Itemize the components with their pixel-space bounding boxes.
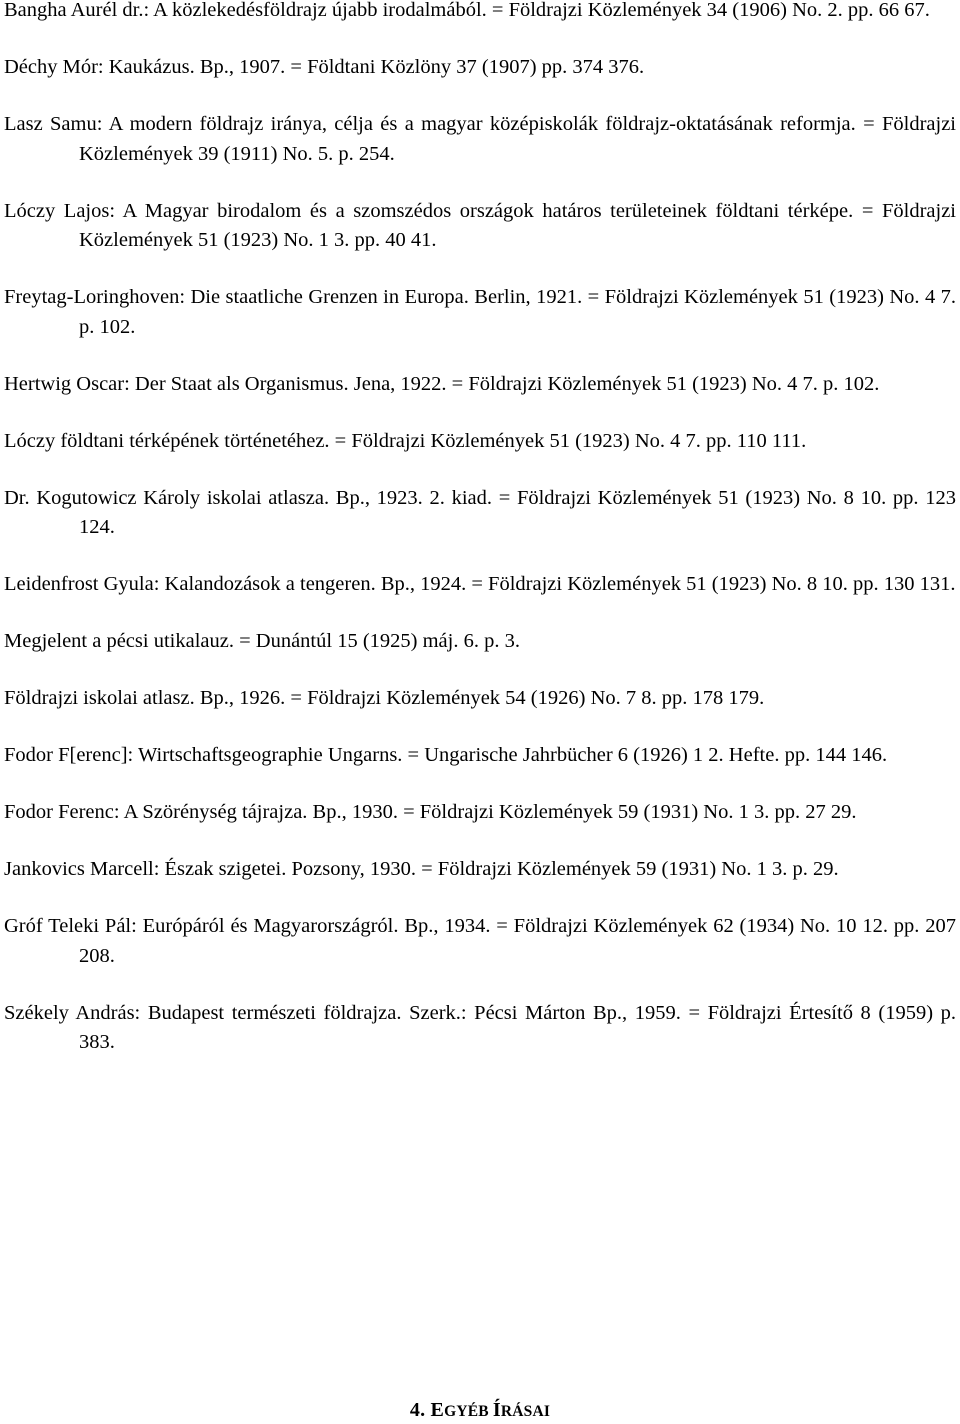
bibliography-entry-text: Lóczy Lajos: A Magyar birodalom és a szomszédos országok határos területeinek földtani térképe. = Földrajzi Közlemények 51 (1923) No. 1 3. pp. 40 41.: [4, 199, 956, 251]
bibliography-entry: [4, 484, 956, 543]
section-title-rest-1: GYÉB: [444, 1403, 493, 1420]
bibliography-entry: [4, 741, 956, 771]
bibliography-entry-text: Jankovics Marcell: Észak szigetei. Pozsony, 1930. = Földrajzi Közlemények 59 (1931) No. 1 3. p. 29.: [4, 858, 839, 880]
bibliography-entry: [4, 855, 956, 885]
bibliography-entry: [4, 570, 956, 600]
bibliography-entry: [4, 912, 956, 971]
section-title-initial-1: E: [430, 1399, 445, 1421]
bibliography-entry-text: Fodor Ferenc: A Szörénység tájrajza. Bp., 1930. = Földrajzi Közlemények 59 (1931) No. 1 3. pp. 27 29.: [4, 801, 857, 823]
bibliography-entry-text: Székely András: Budapest természeti földrajza. Szerk.: Pécsi Márton Bp., 1959. = Földrajzi Értesítő 8 (1959) p. 383.: [4, 1001, 956, 1053]
bibliography-entry: [4, 370, 956, 400]
bibliography-entry-text: Lasz Samu: A modern földrajz iránya, célja és a magyar középiskolák földrajz-oktatásának reformja. = Földrajzi Közlemények 39 (1911) No. 5. p. 254.: [4, 113, 956, 165]
bibliography-entry: [4, 53, 956, 83]
bibliography-entry-text: Dr. Kogutowicz Károly iskolai atlasza. Bp., 1923. 2. kiad. = Földrajzi Közlemények 51 (1923) No. 8 10. pp. 123 124.: [4, 486, 956, 538]
bibliography-entry-text: Lóczy földtani térképének történetéhez. = Földrajzi Közlemények 51 (1923) No. 4 7. pp. 110 111.: [4, 429, 807, 452]
section-heading: [0, 1398, 960, 1424]
section-number: 4.: [409, 1399, 426, 1421]
bibliography-entry: [4, 999, 956, 1058]
bibliography-entry: [4, 0, 956, 26]
bibliography-entry: [4, 110, 956, 169]
bibliography-entry: [4, 197, 956, 256]
bibliography-entry-text: Bangha Aurél dr.: A közlekedésföldrajz újabb irodalmából. = Földrajzi Közlemények 34 (1906) No. 2. pp. 66 67.: [4, 0, 930, 21]
bibliography-entry-text: Déchy Mór: Kaukázus. Bp., 1907. = Földtani Közlöny 37 (1907) pp. 374 376.: [4, 56, 645, 78]
bibliography-entry-text: Földrajzi iskolai atlasz. Bp., 1926. = Földrajzi Közlemények 54 (1926) No. 7 8. pp. 178 179.: [4, 687, 765, 709]
bibliography-entry: [4, 627, 956, 657]
section-title-rest-2: RÁSAI: [500, 1403, 551, 1420]
section-title-initial-2: Í: [492, 1399, 501, 1421]
bibliography-entry-text: Gróf Teleki Pál: Európáról és Magyarországról. Bp., 1934. = Földrajzi Közlemények 62 (1934) No. 10 12. pp. 207 208.: [4, 915, 956, 967]
bibliography-entry-text: Megjelent a pécsi utikalauz. = Dunántúl 15 (1925) máj. 6. p. 3.: [4, 630, 520, 652]
bibliography-entry-text: Leidenfrost Gyula: Kalandozások a tengeren. Bp., 1924. = Földrajzi Közlemények 51 (1923) No. 8 10. pp. 130 131.: [4, 573, 956, 595]
bibliography-entry-text: Fodor F[erenc]: Wirtschaftsgeographie Ungarns. = Ungarische Jahrbücher 6 (1926) 1 2. Hefte. pp. 144 146.: [4, 744, 888, 766]
bibliography-entry: [4, 798, 956, 828]
bibliography-entry: [4, 283, 956, 342]
bibliography-entry: [4, 427, 956, 457]
bibliography-entry-text: Hertwig Oscar: Der Staat als Organismus. Jena, 1922. = Földrajzi Közlemények 51 (1923) No. 4 7. p. 102.: [4, 372, 880, 395]
bibliography-list: [4, 0, 956, 1085]
bibliography-entry: [4, 684, 956, 714]
bibliography-entry-text: Freytag-Loringhoven: Die staatliche Grenzen in Europa. Berlin, 1921. = Földrajzi Közlemények 51 (1923) No. 4 7. p. 102.: [4, 286, 956, 338]
